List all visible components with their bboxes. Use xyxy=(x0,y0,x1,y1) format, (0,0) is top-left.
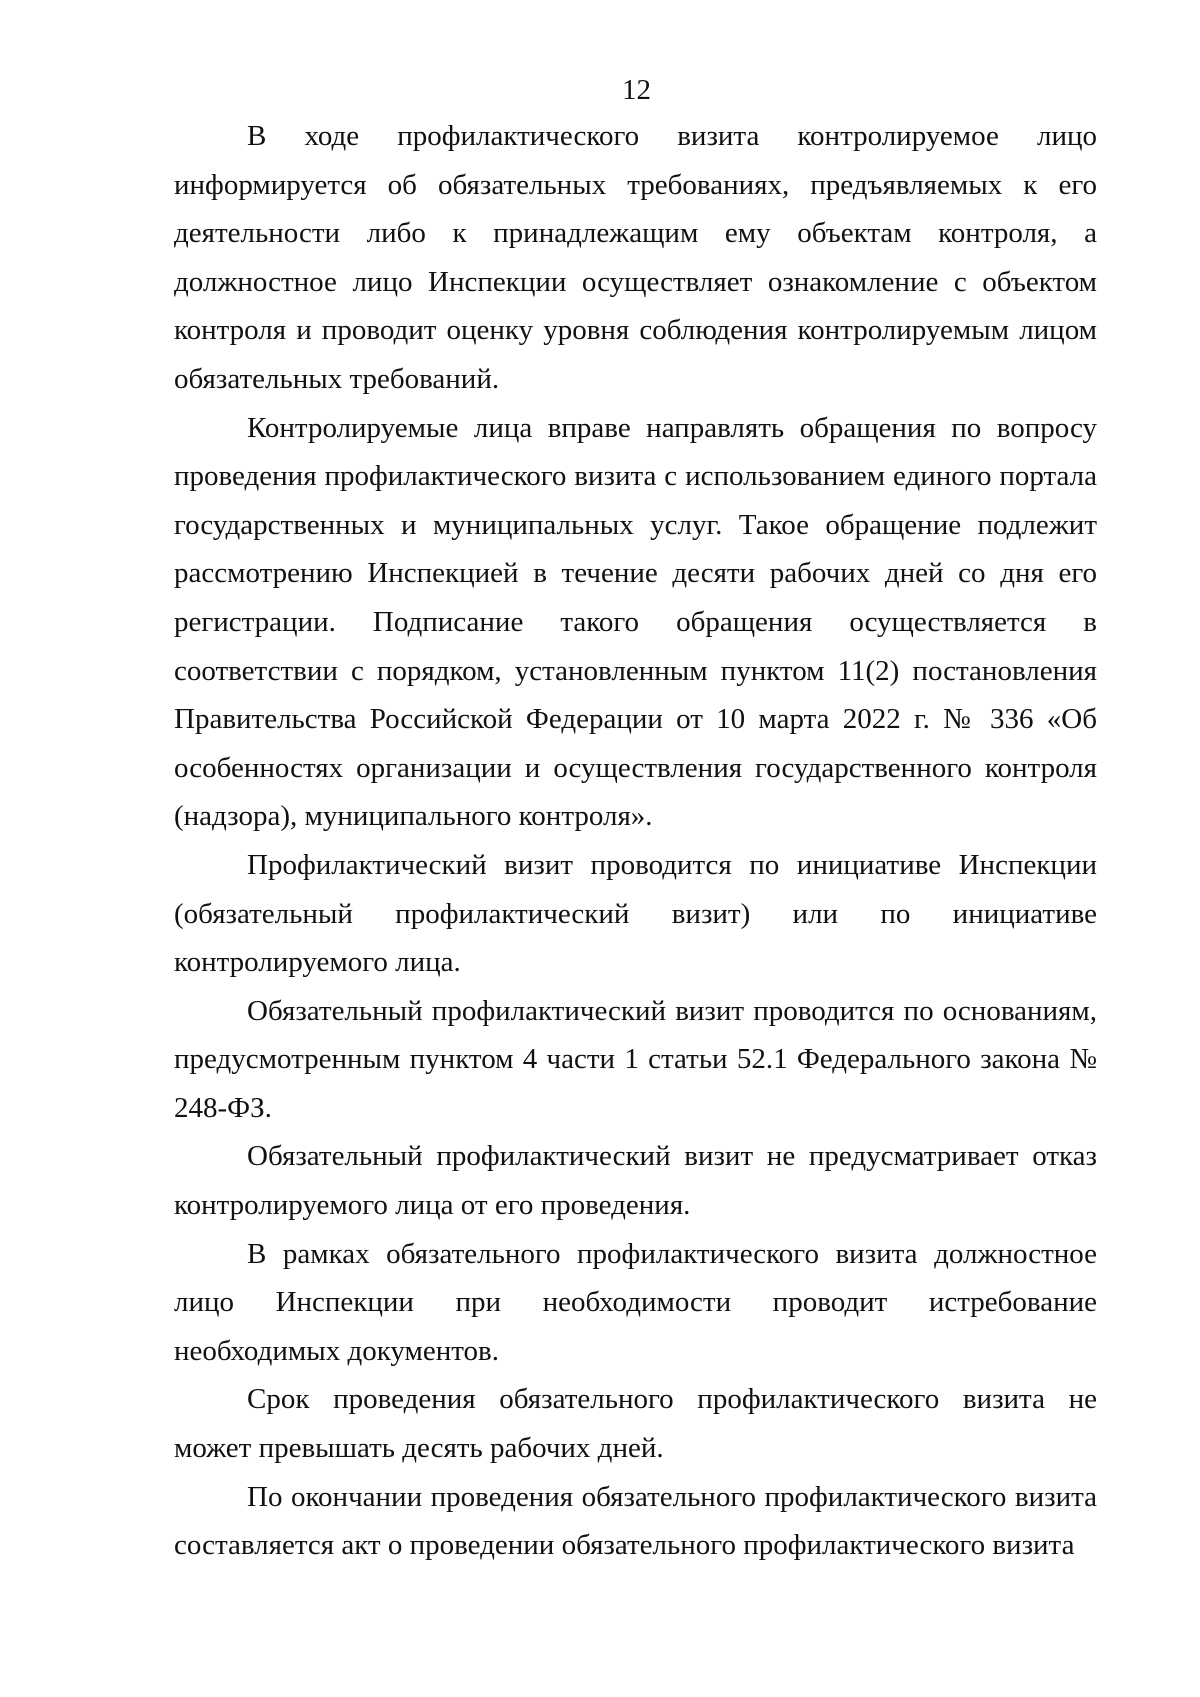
document-body xyxy=(174,112,1097,1570)
page-number: 12 xyxy=(622,74,651,106)
paragraph-visit-initiative: Профилактический визит проводится по инициативе Инспекции (обязательный профилактический визит) или по инициативе контролируемого лица. xyxy=(174,848,1097,979)
paragraph-visit-information: В ходе профилактического визита контролируемое лицо информируется об обязательных требованиях, предъявляемых к его деятельности либо к принадлежащим ему объектам контроля, а должностное лицо Инспекции осуществляет ознакомление с объектом контроля и проводит оценку уровня соблюдения контролируемым лицом обязательных требований. xyxy=(174,120,1097,395)
paragraph-appeals: Контролируемые лица вправе направлять обращения по вопросу проведения профилактического визита с использованием единого портала государственных и муниципальных услуг. Такое обращение подлежит рассмотрению Инспекцией в течение десяти рабочих дней со дня его регистрации. Подписание такого обращения осуществляется в соответствии с порядком, установленным пунктом 11(2) постановления Правительства Российской Федерации от 10 марта 2022 г. № 336 «Об особенностях организации и осуществления государственного контроля (надзора), муниципального контроля». xyxy=(174,411,1097,833)
paragraph-no-refusal: Обязательный профилактический визит не предусматривает отказ контролируемого лица от его проведения. xyxy=(174,1140,1097,1222)
paragraph-mandatory-grounds: Обязательный профилактический визит проводится по основаниям, предусмотренным пунктом 4 части 1 статьи 52.1 Федерального закона № 248-ФЗ. xyxy=(174,994,1097,1124)
paragraph-duration: Срок проведения обязательного профилактического визита не может превышать десять рабочих дней. xyxy=(174,1383,1097,1465)
paragraph-documents-request: В рамках обязательного профилактического визита должностное лицо Инспекции при необходимости проводит истребование необходимых документов. xyxy=(174,1237,1097,1367)
paragraph-act: По окончании проведения обязательного профилактического визита составляется акт о проведении обязательного профилактического визита xyxy=(174,1480,1097,1562)
